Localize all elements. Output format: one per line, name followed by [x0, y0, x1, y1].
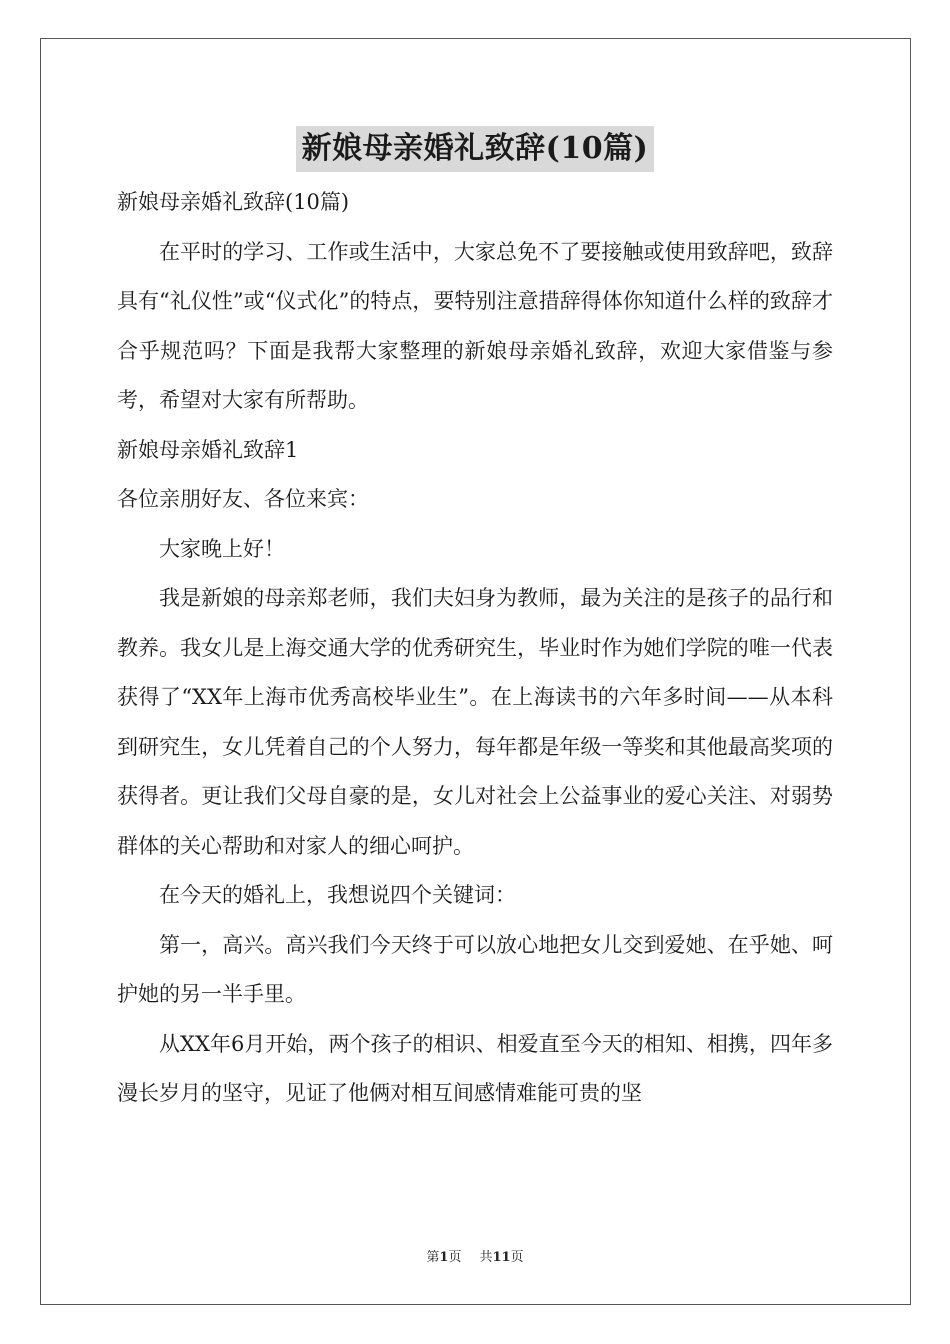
salutation: 各位亲朋好友、各位来宾： [117, 487, 369, 511]
section-heading: 新娘母亲婚礼致辞1 [117, 437, 299, 462]
paragraph: 在今天的婚礼上，我想说四个关键词： [159, 883, 516, 907]
paragraph: 第一，高兴。高兴我们今天终于可以放心地把女儿交到爱她、在乎她、呵护她的另一半手里。 [117, 932, 833, 1006]
paragraph: 新娘母亲婚礼致辞(10篇) [117, 190, 350, 214]
paragraph: 从XX年6月开始，两个孩子的相识、相爱直至今天的相知、相携，四年多漫长岁月的坚守，见证了他俩对相互间感情难能可贵的坚 [117, 1031, 833, 1105]
total-prefix: 共 [479, 1250, 493, 1265]
page-footer [0, 1246, 950, 1265]
document-body [117, 178, 833, 1119]
total-suffix: 页 [510, 1250, 524, 1265]
total-pages: 11 [492, 1250, 511, 1265]
page-number: 1 [439, 1250, 449, 1265]
document-title: 新娘母亲婚礼致辞(10篇) [296, 126, 655, 172]
page-prefix: 第 [426, 1250, 440, 1265]
paragraph: 我是新娘的母亲郑老师，我们夫妇身为教师，最为关注的是孩子的品行和教养。我女儿是上海交通大学的优秀研究生，毕业时作为她们学院的唯一代表获得了“XX年上海市优秀高校毕业生”。在上海读书的六年多时间——从本科到研究生，女儿凭着自己的个人努力，每年都是年级一等奖和其他最高奖项的获得者。更让我们父母自豪的是，女儿对社会上公益事业的爱心关注、对弱势群体的关心帮助和对家人的细心呵护。 [117, 586, 833, 858]
page-suffix: 页 [448, 1250, 462, 1265]
title-area [0, 126, 950, 172]
paragraph: 在平时的学习、工作或生活中，大家总免不了要接触或使用致辞吧，致辞具有“礼仪性”或“仪式化”的特点，要特别注意措辞得体你知道什么样的致辞才合乎规范吗？下面是我帮大家整理的新娘母亲婚礼致辞，欢迎大家借鉴与参考，希望对大家有所帮助。 [117, 239, 833, 412]
paragraph: 大家晚上好！ [159, 536, 285, 561]
